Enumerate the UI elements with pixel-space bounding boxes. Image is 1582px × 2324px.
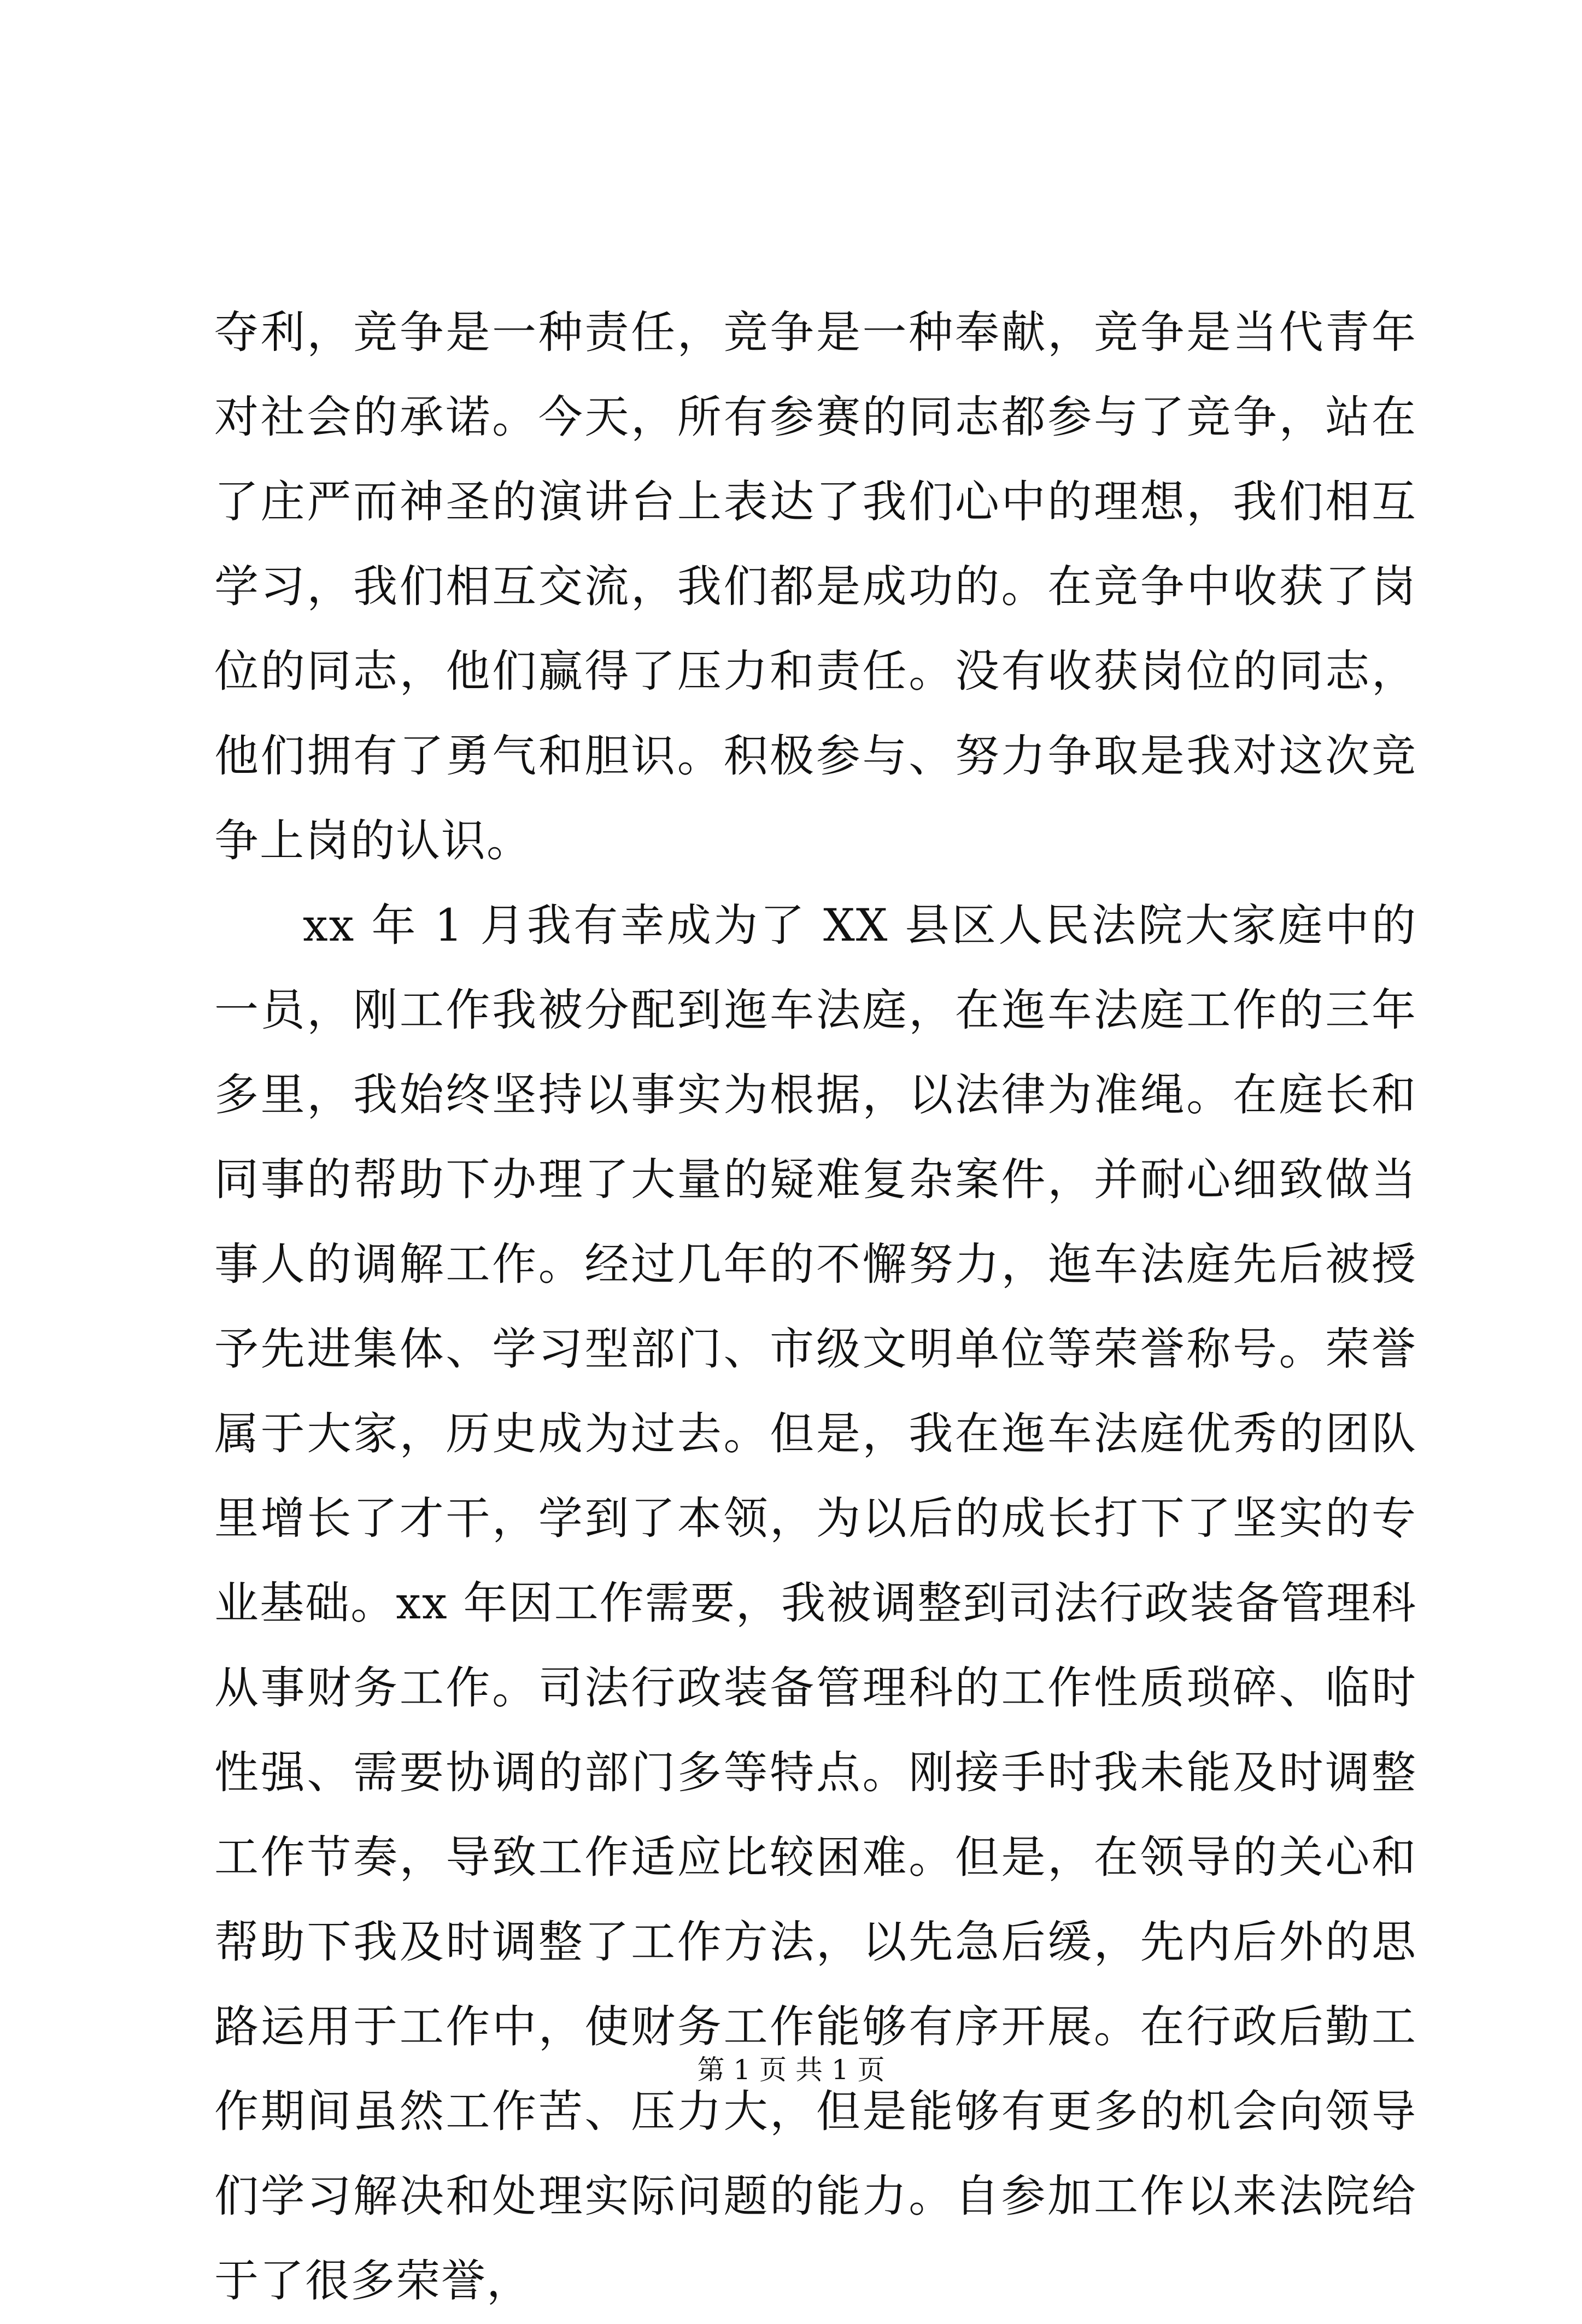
document-body: [214, 291, 1417, 2324]
paragraph-2: xx 年 1 月我有幸成为了 XX 县区人民法院大家庭中的一员，刚工作我被分配到迤车法庭，在迤车法庭工作的三年多里，我始终坚持以事实为根据，以法律为准绳。在庭长和同事的帮助下办理了大量的疑难复杂案件，并耐心细致做当事人的调解工作。经过几年的不懈努力，迤车法庭先后被授予先进集体、学习型部门、市级文明单位等荣誉称号。荣誉属于大家，历史成为过去。但是，我在迤车法庭优秀的团队里增长了才干，学到了本领，为以后的成长打下了坚实的专业基础。xx 年因工作需要，我被调整到司法行政装备管理科从事财务工作。司法行政装备管理科的工作性质琐碎、临时性强、需要协调的部门多等特点。刚接手时我未能及时调整工作节奏，导致工作适应比较困难。但是，在领导的关心和帮助下我及时调整了工作方法，以先急后缓，先内后外的思路运用于工作中，使财务工作能够有序开展。在行政后勤工作期间虽然工作苦、压力大，但是能够有更多的机会向领导们学习解决和处理实际问题的能力。自参加工作以来法院给于了很多荣誉，: [214, 900, 1417, 2307]
paragraph-1: 夺利，竞争是一种责任，竞争是一种奉献，竞争是当代青年对社会的承诺。今天，所有参赛的同志都参与了竞争，站在了庄严而神圣的演讲台上表达了我们心中的理想，我们相互学习，我们相互交流，我们都是成功的。在竞争中收获了岗位的同志，他们赢得了压力和责任。没有收获岗位的同志，他们拥有了勇气和胆识。积极参与、努力争取是我对这次竞争上岗的认识。: [214, 307, 1417, 867]
page-footer: 第 1 页 共 1 页: [697, 2054, 885, 2086]
